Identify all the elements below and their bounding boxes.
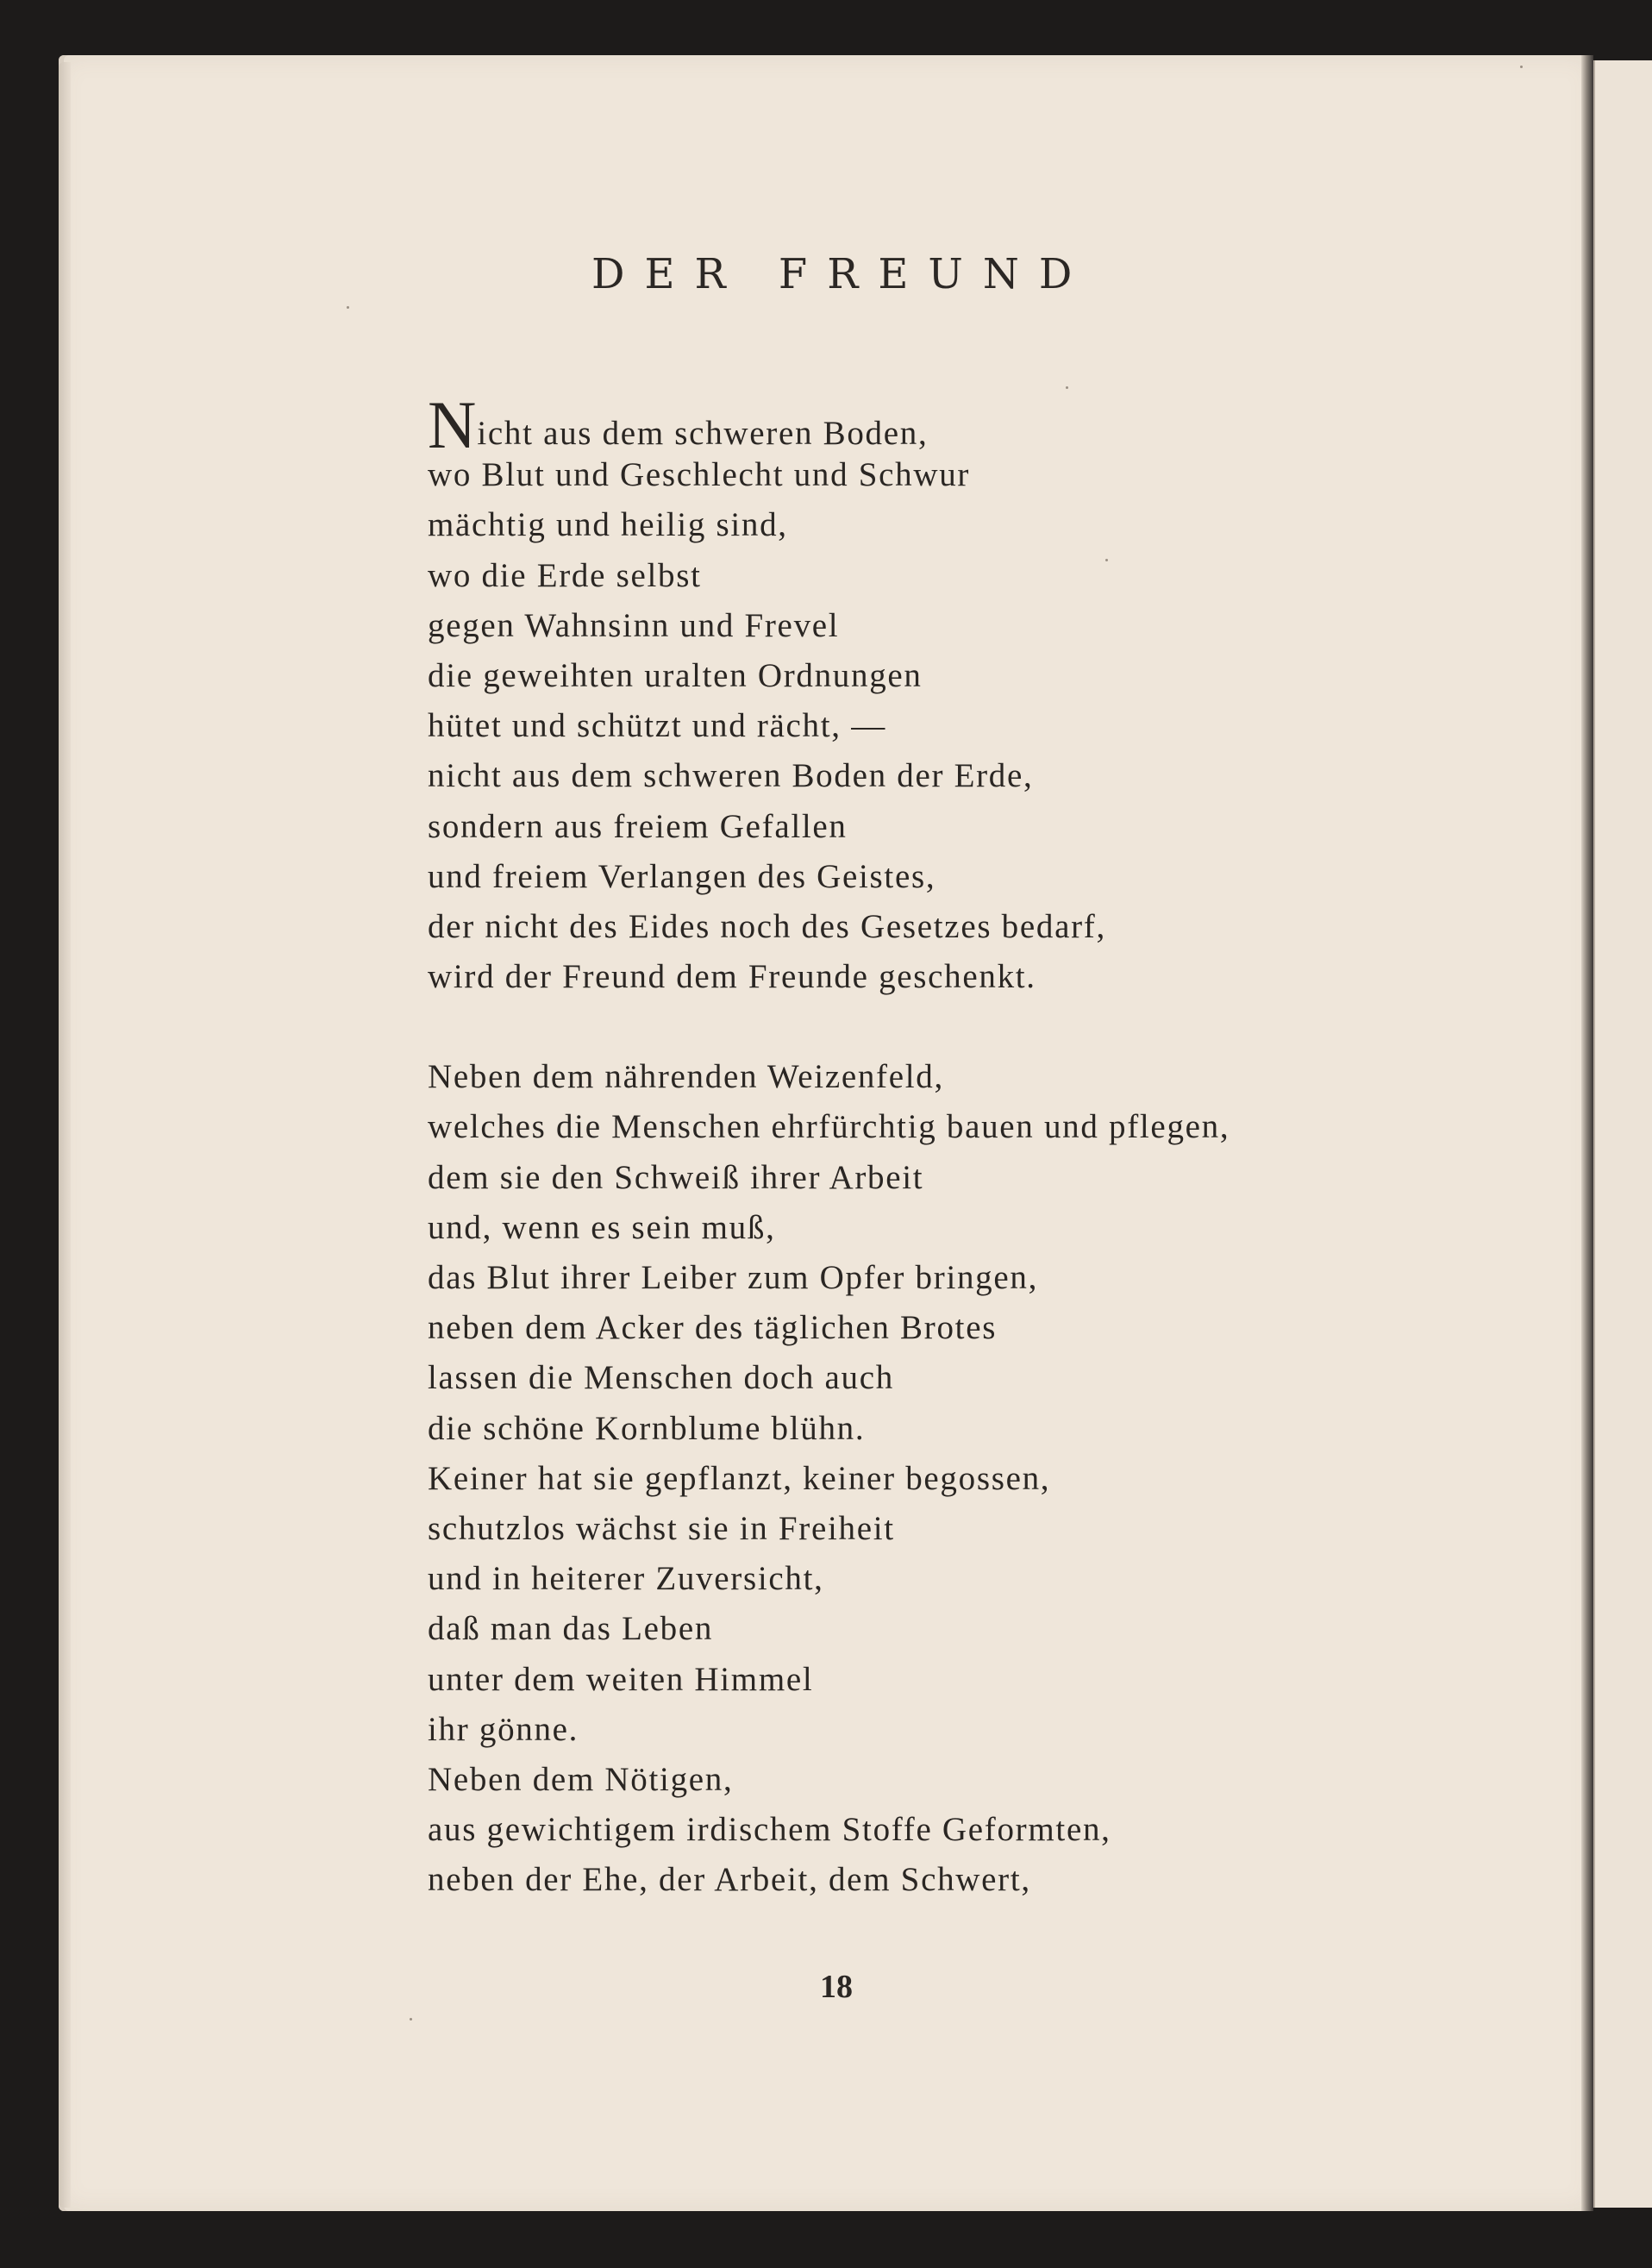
page-left-edge [59,62,71,2208]
poem-line: sondern aus freiem Gefallen [428,807,848,845]
poem-line: wo die Erde selbst [428,556,702,594]
poem-line [428,387,1230,462]
drop-cap: N [428,387,477,462]
poem-line: Keiner hat sie gepflanzt, keiner begossen, [428,1459,1051,1497]
paper-speck [1066,386,1068,389]
poem-line: und in heiterer Zuversicht, [428,1560,824,1598]
poem-line: daß man das Leben [428,1610,714,1648]
page-number: 18 [820,1969,853,2005]
book-gutter [1581,55,1593,2211]
poem-line: das Blut ihrer Leiber zum Opfer bringen, [428,1259,1039,1296]
facing-page-edge [1593,60,1652,2208]
paper-speck [1520,66,1523,68]
poem-line: unter dem weiten Himmel [428,1660,814,1698]
poem-line: neben dem Acker des täglichen Brotes [428,1309,998,1347]
stanza [428,1052,1230,1905]
poem-line: Neben dem Nötigen, [428,1760,734,1798]
poem-line: die geweihten uralten Ordnungen [428,656,923,694]
stanza [428,387,1230,1002]
poem-line: schutzlos wächst sie in Freiheit [428,1509,895,1547]
poem-line: mächtig und heilig sind, [428,506,788,544]
paper-speck [347,306,349,309]
poem-line-text: icht aus dem schweren Boden, [477,415,929,452]
poem-line: der nicht des Eides noch des Gesetzes bedarf, [428,907,1106,945]
poem-body [428,387,1230,1905]
poem-title: DER FREUND [591,250,1092,298]
poem-line: wo Blut und Geschlecht und Schwur [428,456,971,494]
poem-line: Neben dem nährenden Weizenfeld, [428,1058,944,1096]
poem-line: gegen Wahnsinn und Frevel [428,606,840,644]
poem-line: lassen die Menschen doch auch [428,1359,894,1397]
poem-line: hütet und schützt und rächt, — [428,707,886,745]
poem-line: die schöne Kornblume blühn. [428,1409,866,1447]
poem-line: und, wenn es sein muß, [428,1208,776,1246]
poem-line: nicht aus dem schweren Boden der Erde, [428,757,1034,795]
paper-speck [410,2018,412,2021]
poem-line: ihr gönne. [428,1710,579,1748]
poem-line: wird der Freund dem Freunde geschenkt. [428,958,1036,996]
poem-line: aus gewichtigem irdischem Stoffe Geformten, [428,1811,1111,1849]
poem-line: dem sie den Schweiß ihrer Arbeit [428,1158,924,1196]
poem-line: und freiem Verlangen des Geistes, [428,857,936,895]
poem-line: welches die Menschen ehrfürchtig bauen und pflegen, [428,1108,1230,1146]
poem-line: neben der Ehe, der Arbeit, dem Schwert, [428,1861,1031,1899]
